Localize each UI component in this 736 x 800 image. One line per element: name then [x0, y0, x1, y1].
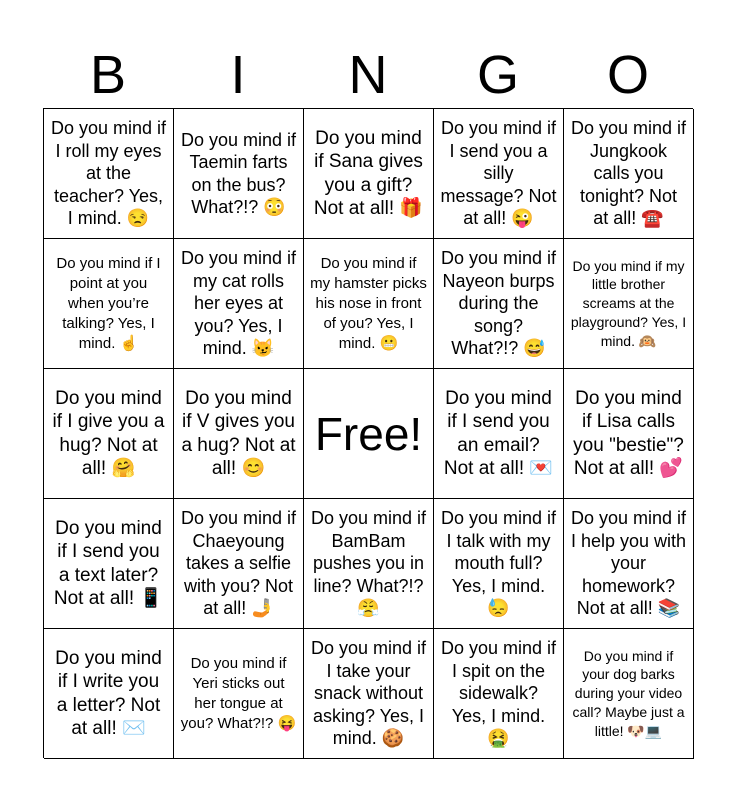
bingo-cell[interactable]: Do you mind if my cat rolls her eyes at you? Yes, I mind. 😼	[174, 239, 304, 369]
bingo-cell[interactable]: Do you mind if your dog barks during your video call? Maybe just a little! 🐶💻	[564, 629, 694, 759]
bingo-cell[interactable]: Do you mind if I take your snack without asking? Yes, I mind. 🍪	[304, 629, 434, 759]
header-letter-b: B	[89, 45, 127, 105]
bingo-cell[interactable]: Do you mind if I give you a hug? Not at all! 🤗	[44, 369, 174, 499]
bingo-cell[interactable]: Do you mind if Jungkook calls you tonight? Not at all! ☎️	[564, 109, 694, 239]
bingo-header	[43, 42, 693, 108]
bingo-cell[interactable]: Do you mind if I roll my eyes at the teacher? Yes, I mind. 😒	[44, 109, 174, 239]
bingo-cell[interactable]: Do you mind if I help you with your homework? Not at all! 📚	[564, 499, 694, 629]
bingo-cell[interactable]: Do you mind if I write you a letter? Not at all! ✉️	[44, 629, 174, 759]
header-letter-g: G	[476, 45, 519, 105]
bingo-cell[interactable]: Do you mind if I send you a text later? Not at all! 📱	[44, 499, 174, 629]
bingo-cell[interactable]: Do you mind if Nayeon burps during the song? What?!? 😅	[434, 239, 564, 369]
header-letter-n: N	[348, 45, 388, 105]
bingo-grid	[43, 108, 693, 758]
bingo-cell[interactable]: Do you mind if my little brother screams at the playground? Yes, I mind. 🙉	[564, 239, 694, 369]
bingo-cell[interactable]: Do you mind if BamBam pushes you in line? What?!? 😤	[304, 499, 434, 629]
bingo-cell[interactable]: Do you mind if Taemin farts on the bus? What?!? 😳	[174, 109, 304, 239]
bingo-cell[interactable]: Do you mind if my hamster picks his nose in front of you? Yes, I mind. 😬	[304, 239, 434, 369]
header-letter-i: I	[230, 45, 246, 105]
bingo-cell[interactable]: Do you mind if Yeri sticks out her tongue at you? What?!? 😝	[174, 629, 304, 759]
bingo-cell[interactable]: Do you mind if I send you a silly message? Not at all! 😜	[434, 109, 564, 239]
bingo-cell[interactable]: Do you mind if I spit on the sidewalk? Yes, I mind. 🤮	[434, 629, 564, 759]
bingo-cell[interactable]: Do you mind if Chaeyoung takes a selfie with you? Not at all! 🤳	[174, 499, 304, 629]
bingo-cell[interactable]: Do you mind if I point at you when you’re talking? Yes, I mind. ☝️	[44, 239, 174, 369]
header-letter-o: O	[606, 45, 649, 105]
bingo-cell[interactable]: Do you mind if Lisa calls you "bestie"? Not at all! 💕	[564, 369, 694, 499]
bingo-cell[interactable]: Do you mind if I send you an email? Not at all! 💌	[434, 369, 564, 499]
bingo-cell[interactable]: Do you mind if I talk with my mouth full? Yes, I mind. 😓	[434, 499, 564, 629]
bingo-cell[interactable]: Do you mind if Sana gives you a gift? Not at all! 🎁	[304, 109, 434, 239]
bingo-cell[interactable]: Do you mind if V gives you a hug? Not at all! 😊	[174, 369, 304, 499]
free-space[interactable]: Free!	[304, 369, 434, 499]
